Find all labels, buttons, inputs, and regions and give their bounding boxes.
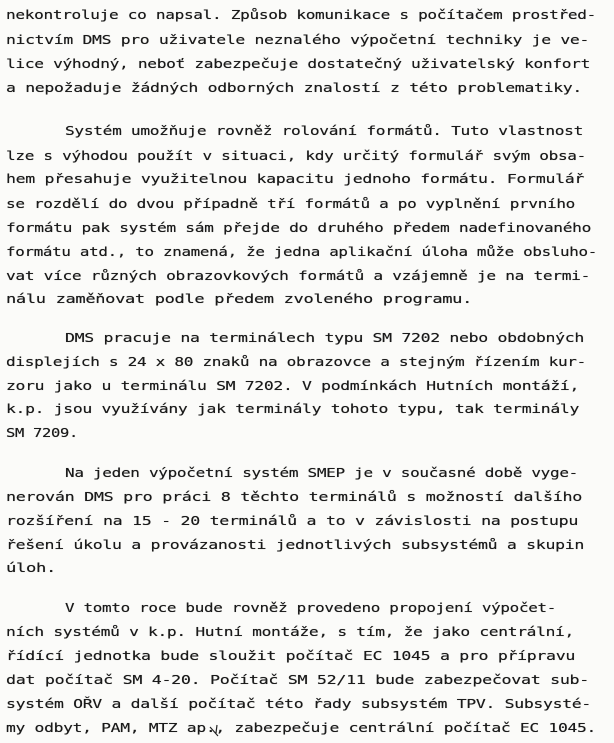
paragraph-2-line-3: hem přesahuje využitelnou kapacitu jednoho formátu. Formulář (6, 171, 584, 186)
paragraph-5-line-3: řídící jednotka bude sloužit počítač EC 1045 a pro přípravu (6, 648, 575, 663)
paragraph-3-line-5: SM 7209. (6, 425, 79, 440)
paragraph-2-line-1: Systém umožňuje rovněž rolování formátů. Tuto vlastnost (65, 123, 583, 138)
paragraph-2-line-7: vat více různých obrazovkových formátů a vzájemně je na termi- (6, 268, 591, 283)
paragraph-2-line-4: se rozdělí do dvou případně tří formátů a po vyplnění prvního (6, 196, 576, 211)
paragraph-2-line-6: formátu atd., to znamená, že jedna aplikační úloha může obsluho- (6, 244, 597, 259)
paragraph-2-line-5: formátu pak systém sám přejde do druhého předem nadefinovaného (6, 220, 592, 235)
paragraph-1-line-3: lice výhodný, neboť zabezpečuje dostatečný uživatelský konfort (6, 56, 591, 71)
paragraph-1-line-2: nictvím DMS pro uživatele neznalého výpočetní techniky je ve- (6, 32, 590, 47)
paragraph-5-line-1: V tomto roce bude rovněž provedeno propojení výpočet- (65, 600, 557, 615)
paragraph-4-line-1: Na jeden výpočetní systém SMEP je v současné době vyge- (65, 465, 578, 480)
paragraph-2-line-8: nálu zaměňovat podle předem zvoleného programu. (6, 291, 473, 306)
paragraph-5-line-2: ních systémů v k.p. Hutní montáže, s tím, že jako centrální, (6, 624, 575, 639)
paragraph-5-line-4: dat počítač SM 4-20. Počítač SM 52/11 bude zabezpečovat sub- (6, 672, 590, 687)
paragraph-3-line-3: zoru jako u terminálu SM 7202. V podmínkách Hutních montáží, (6, 378, 580, 393)
paragraph-4-line-5: úloh. (6, 560, 56, 575)
paragraph-3-line-2: displejích s 24 x 80 znaků na obrazovce a stejným řízením kur- (6, 354, 587, 369)
paragraph-2-line-2: lze s výhodou použít v situaci, kdy určitý formulář svým obsa- (6, 148, 587, 163)
paragraph-3-line-4: k.p. jsou využívány jak terminály tohoto typu, tak terminály (6, 401, 580, 416)
paragraph-1-line-4: a nepožaduje žádných odborných znalostí z této problematiky. (6, 80, 583, 95)
paragraph-1-line-1: nekontroluje co napsal. Způsob komunikace s počítačem prostřed- (6, 7, 597, 22)
paragraph-4-line-4: řešení úkolu a provázanosti jednotlivých subsystémů a skupin (6, 537, 584, 552)
paragraph-5-line-5: systém OŘV a další počítač této řady subsystém TPV. Subsysté- (6, 696, 591, 711)
paragraph-4-line-3: rozšíření na 15 - 20 terminálů a to v závislosti na postupu (6, 513, 579, 528)
handwritten-pen-mark (208, 722, 226, 740)
paragraph-5-line-6: my odbyt, PAM, MTZ ap., zabezpečuje centrální počítač EC 1045. (6, 720, 597, 735)
paragraph-3-line-1: DMS pracuje na terminálech typu SM 7202 nebo obdobných (65, 330, 584, 345)
paragraph-4-line-2: nerován DMS pro práci 8 těchto terminálů s možností dalšího (6, 489, 582, 504)
